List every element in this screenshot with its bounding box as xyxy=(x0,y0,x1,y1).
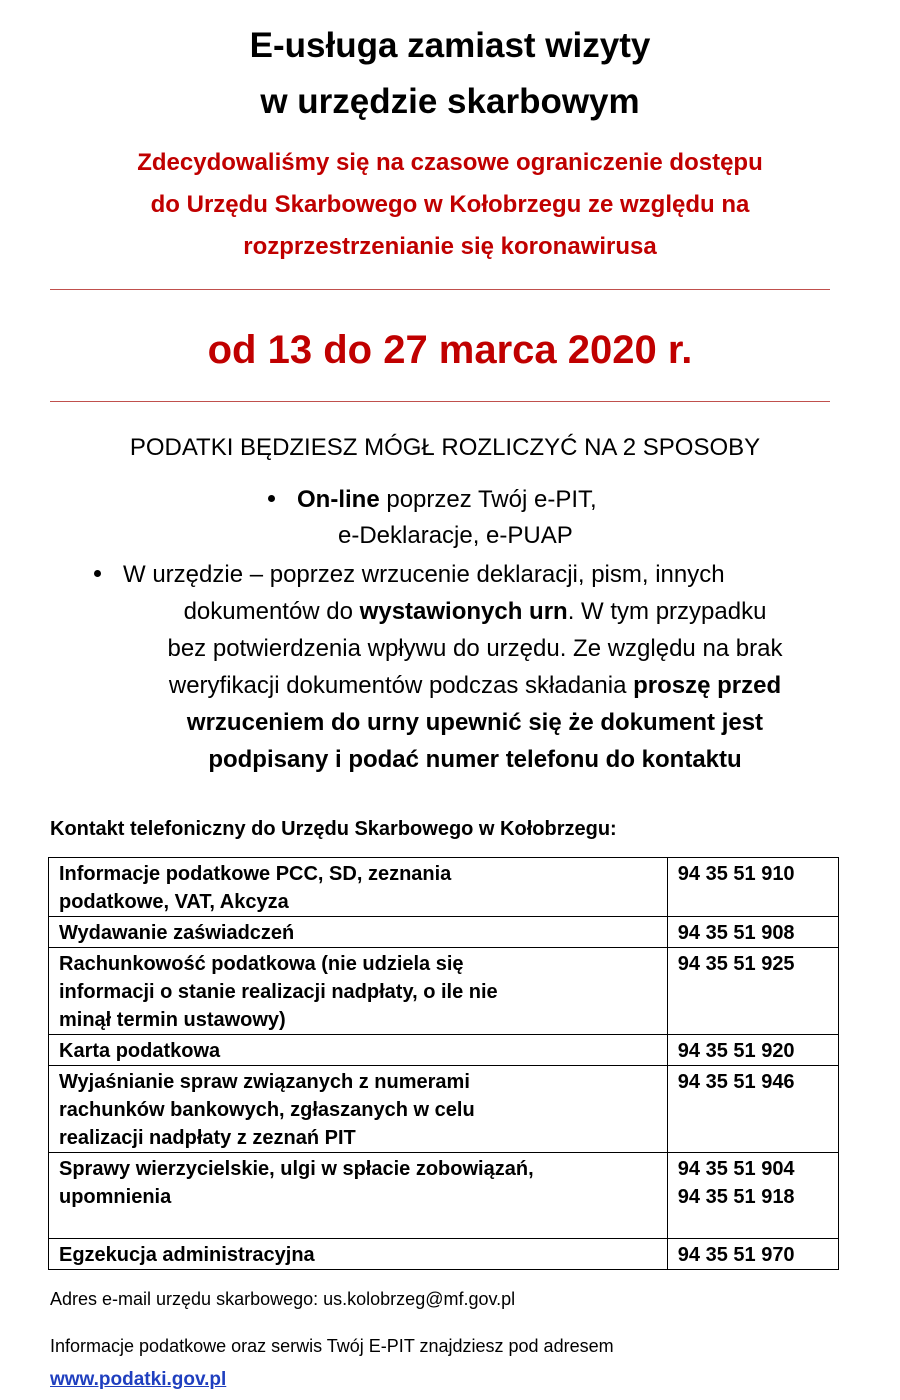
email-address[interactable]: us.kolobrzeg@mf.gov.pl xyxy=(323,1289,516,1309)
email-label: Adres e-mail urzędu skarbowego: xyxy=(50,1289,324,1309)
contact-phone: 94 35 51 970 xyxy=(667,1239,838,1270)
announcement xyxy=(0,142,900,268)
contact-description: Rachunkowość podatkowa (nie udziela się informacji o stanie realizacji nadpłaty, o ile nie minął termin ustawowy) xyxy=(49,948,668,1035)
contact-description: Wyjaśnianie spraw związanych z numerami rachunków bankowych, zgłaszanych w celu realizacji nadpłaty z zeznań PIT xyxy=(49,1066,668,1153)
table-row xyxy=(49,1035,839,1066)
table-row xyxy=(49,1239,839,1270)
contact-phone: 94 35 51 904 94 35 51 918 xyxy=(667,1153,838,1239)
contact-phone: 94 35 51 925 xyxy=(667,948,838,1035)
contact-phone: 94 35 51 910 xyxy=(667,858,838,917)
contact-description: Karta podatkowa xyxy=(49,1035,668,1066)
contact-phone: 94 35 51 920 xyxy=(667,1035,838,1066)
method-online-bold: On-line xyxy=(297,486,380,513)
divider-bottom xyxy=(50,401,830,402)
announcement-line-1: Zdecydowaliśmy się na czasowe ograniczenie dostępu xyxy=(137,149,763,176)
email-line xyxy=(50,1287,515,1311)
table-row xyxy=(49,948,839,1035)
info-text: Informacje podatkowe oraz serwis Twój E-PIT znajdziesz pod adresem xyxy=(50,1336,614,1356)
bullet-icon xyxy=(94,570,101,577)
announcement-line-3: rozprzestrzenianie się koronawirusa xyxy=(243,233,657,260)
contact-phone: 94 35 51 946 xyxy=(667,1066,838,1153)
title-line-1: E-usługa zamiast wizyty xyxy=(249,26,651,65)
date-range: od 13 do 27 marca 2020 r. xyxy=(207,328,693,372)
title-line-2: w urzędzie skarbowym xyxy=(260,82,640,121)
divider-top xyxy=(50,289,830,290)
announcement-line-2: do Urzędu Skarbowego w Kołobrzegu ze względu na xyxy=(150,191,750,218)
methods-heading: PODATKI BĘDZIESZ MÓGŁ ROZLICZYĆ NA 2 SPOSOBY xyxy=(129,434,761,461)
table-row xyxy=(49,1153,839,1239)
table-row xyxy=(49,917,839,948)
contact-description: Egzekucja administracyjna xyxy=(49,1239,668,1270)
table-row xyxy=(49,1066,839,1153)
contact-heading: Kontakt telefoniczny do Urzędu Skarbowego w Kołobrzegu: xyxy=(50,818,617,840)
website-link[interactable]: www.podatki.gov.pl xyxy=(50,1369,227,1390)
table-row xyxy=(49,858,839,917)
contact-description: Sprawy wierzycielskie, ulgi w spłacie zobowiązań, upomnienia xyxy=(49,1153,668,1239)
page-title xyxy=(0,18,900,130)
contact-phone: 94 35 51 908 xyxy=(667,917,838,948)
contact-description: Informacje podatkowe PCC, SD, zeznania podatkowe, VAT, Akcyza xyxy=(49,858,668,917)
contacts-table xyxy=(48,857,839,1270)
bullet-icon xyxy=(268,495,275,502)
contact-description: Wydawanie zaświadczeń xyxy=(49,917,668,948)
